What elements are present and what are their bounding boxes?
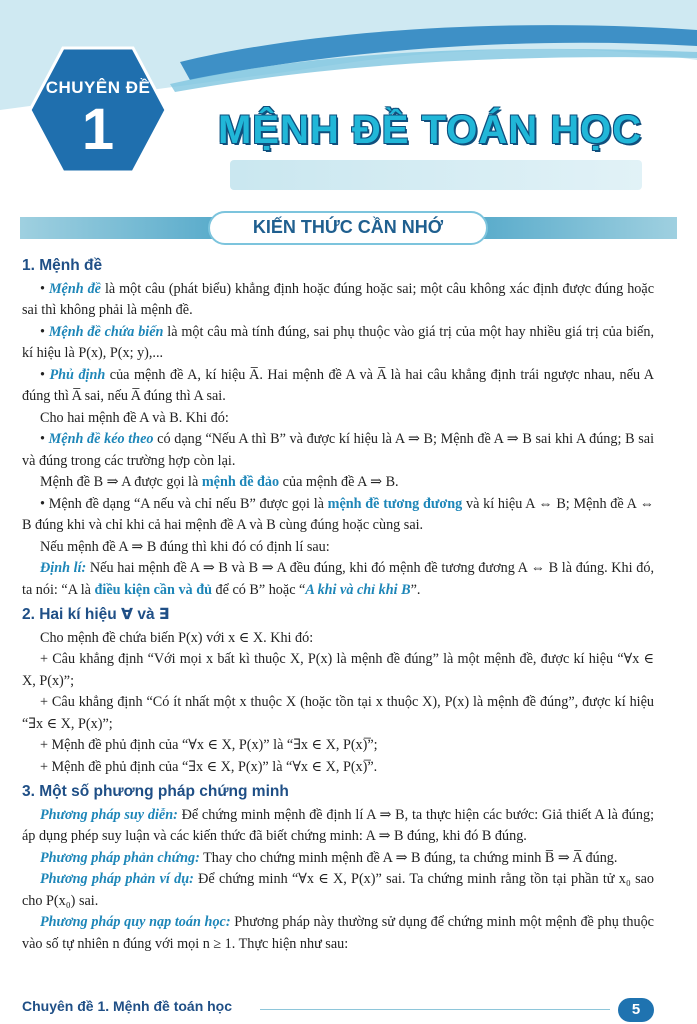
paragraph-menh-de-dao: Mệnh đề B ⇒ A được gọi là mệnh đề đảo của mệnh đề A ⇒ B. [40, 474, 399, 490]
paragraph-menh-de-chua-bien-px: Cho mệnh đề chứa biến P(x) với x ∈ X. Khi đó: [40, 629, 314, 646]
main-content [22, 252, 654, 955]
section-banner-title: KIẾN THỨC CẦN NHỚ [252, 217, 444, 237]
chapter-number: 1 [81, 97, 115, 162]
page-number: 5 [618, 998, 654, 1022]
faded-banner [230, 160, 642, 190]
chapter-label: CHUYÊN ĐỀ [45, 78, 151, 97]
section-heading-2: 2. Hai kí hiệu ∀ và ∃ [22, 606, 170, 623]
paragraph-suy-dien: Phương pháp suy diễn: Để chứng minh mệnh đề định lí A ⇒ B, ta thực hiện các bước: Giả thiết A là đúng; áp dụng phép suy luận và các kiến thức đã biết chứng minh: A ⇒ B đúng, khi đó B đúng. [22, 806, 655, 844]
footer-chapter-title: Chuyên đề 1. Mệnh đề toán học [22, 998, 233, 1014]
paragraph-tuong-duong: • Mệnh đề dạng “A nếu và chỉ nếu B” được gọi là mệnh đề tương đương và kí hiệu A ⇔ B; Mệnh đề A ⇔ B đúng khi và chỉ khi cả hai mệnh đề A và B cùng đúng hoặc cùng sai. [22, 495, 654, 533]
section-heading-1: 1. Mệnh đề [22, 257, 103, 274]
paragraph-phu-dinh: • Phủ định của mệnh đề A, kí hiệu A̅. Hai mệnh đề A và A̅ là hai câu khẳng định trái ngược nhau, nếu A đúng thì A̅ sai, nếu A̅ đúng thì A sai. [22, 366, 655, 404]
paragraph-quy-nap: Phương pháp quy nạp toán học: Phương pháp này thường sử dụng để chứng minh một mệnh đề phụ thuộc vào số tự nhiên n đúng với mọi n ≥ 1. Thực hiện như sau: [22, 914, 654, 952]
paragraph-negation-exists: + Mệnh đề phủ định của “∃x ∈ X, P(x)” là “∀x ∈ X, P(x)̅”. [40, 758, 378, 775]
paragraph-keo-theo: • Mệnh đề kéo theo có dạng “Nếu A thì B” và được kí hiệu là A ⇒ B; Mệnh đề A ⇒ B sai khi A đúng; B sai và đúng trong các trường hợp còn lại. [22, 431, 655, 469]
paragraph-forall: + Câu khẳng định “Với mọi x bất kì thuộc X, P(x) là mệnh đề đúng” là một mệnh đề, được kí hiệu “∀x ∈ X, P(x)”; [22, 651, 654, 689]
section-heading-3: 3. Một số phương pháp chứng minh [22, 783, 289, 800]
paragraph-dinh-li: Định lí: Nếu hai mệnh đề A ⇒ B và B ⇒ A đều đúng, khi đó mệnh đề tương đương A ⇔ B là đúng. Khi đó, ta nói: “A là điều kiện cần và đủ để có B” hoặc “A khi và chỉ khi B”. [22, 560, 654, 598]
paragraph-exists: + Câu khẳng định “Có ít nhất một x thuộc X (hoặc tồn tại x thuộc X), P(x) là mệnh đề đúng”, được kí hiệu “∃x ∈ X, P(x)”; [22, 694, 654, 732]
footer-rule [260, 1009, 610, 1010]
paragraph-intro-ab: Cho hai mệnh đề A và B. Khi đó: [40, 409, 229, 426]
paragraph-phan-chung: Phương pháp phản chứng: Thay cho chứng minh mệnh đề A ⇒ B đúng, ta chứng minh B̅ ⇒ A̅ đúng. [40, 849, 618, 866]
paragraph-negation-forall: + Mệnh đề phủ định của “∀x ∈ X, P(x)” là “∃x ∈ X, P(x)̅”; [40, 737, 378, 753]
chapter-title: MỆNH ĐỀ TOÁN HỌC [218, 108, 643, 152]
paragraph-menh-de-chua-bien: • Mệnh đề chứa biến là một câu mà tính đúng, sai phụ thuộc vào giá trị của một hay nhiều giá trị của biến, kí hiệu là P(x), P(x; y),... [22, 323, 654, 361]
paragraph-dinh-li-intro: Nếu mệnh đề A ⇒ B đúng thì khi đó có định lí sau: [40, 538, 330, 555]
paragraph-phan-vi-du: Phương pháp phản ví dụ: Để chứng minh “∀x ∈ X, P(x)” sai. Ta chứng minh rằng tồn tại phần tử x₀ sao cho P(x₀) sai. [22, 871, 655, 909]
section-banner [20, 211, 677, 245]
paragraph-menh-de: • Mệnh đề là một câu (phát biểu) khẳng định hoặc đúng hoặc sai; một câu không xác định được đúng hoặc sai thì không phải là mệnh đề. [22, 280, 654, 318]
